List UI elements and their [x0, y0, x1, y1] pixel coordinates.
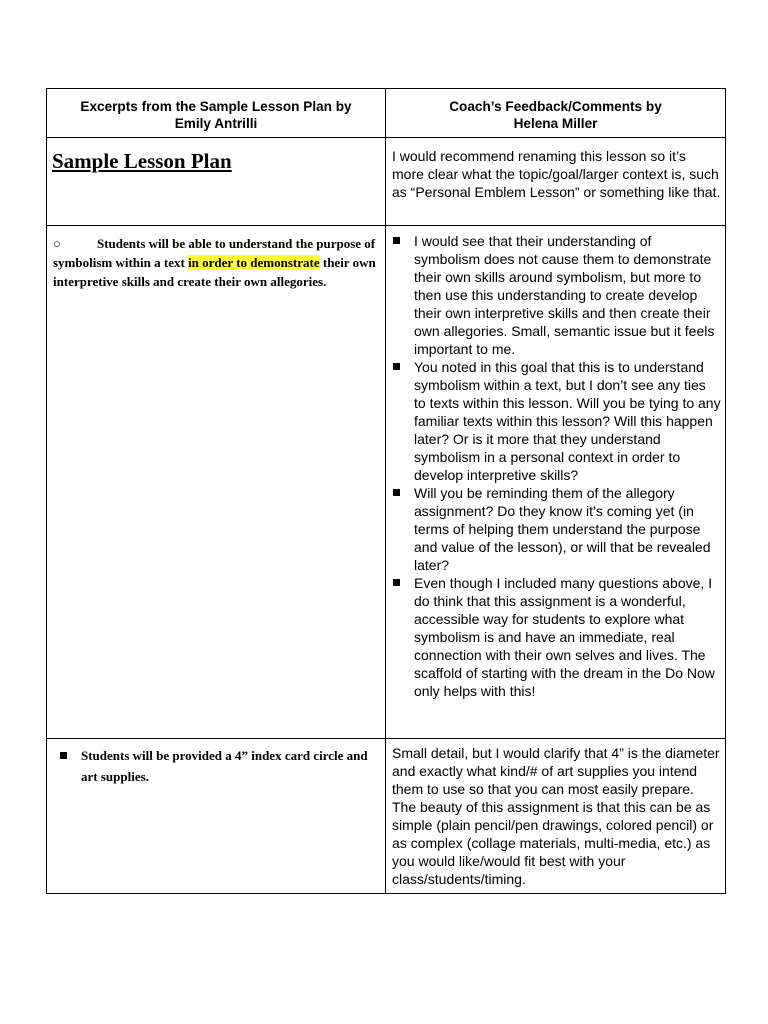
lesson-feedback-table — [46, 88, 726, 894]
title-row — [47, 138, 726, 226]
square-bullet-icon — [60, 752, 67, 759]
objective-feedback-cell — [386, 226, 726, 739]
supplies-feedback-cell — [386, 739, 726, 894]
left-header-line2: Emily Antrilli — [174, 116, 258, 131]
objective-cell — [47, 226, 386, 739]
objective-text — [47, 226, 385, 291]
list-item — [392, 574, 721, 700]
list-item — [392, 484, 721, 574]
supplies-feedback-text: Small detail, but I would clarify that 4” is the diameter and exactly what kind/# of art supplies you intend them to use so that you can most easily prepare. The beauty of this assignment is that this can be as simple (plain pencil/pen drawings, colored pencil) or as complex (collage materials, multi-media, etc.) as you would like/would fit best with your class/students/timing. — [392, 745, 720, 887]
feedback-item-text: You noted in this goal that this is to understand symbolism within a text, but I don’t see any ties to texts within this lesson. Will you be tying to any familiar texts within this lesson? Will this happen later? Or is it more that they understand symbolism in a personal context in order to develop interpretive skills? — [414, 359, 721, 483]
left-column-header — [47, 89, 386, 138]
square-bullet-icon — [393, 237, 400, 244]
objective-feedback-list — [386, 226, 725, 700]
square-bullet-icon — [393, 579, 400, 586]
objective-after: their own interpretive skills and create their own allegories. — [53, 255, 376, 289]
supplies-row — [47, 739, 726, 894]
title-feedback-cell — [386, 138, 726, 226]
right-header-line2: Helena Miller — [513, 116, 598, 131]
list-item — [392, 358, 721, 484]
circle-bullet-icon: ○ — [53, 236, 61, 251]
right-column-header — [386, 89, 726, 138]
lesson-title: Sample Lesson Plan — [52, 149, 232, 173]
square-bullet-icon — [393, 363, 400, 370]
supplies-text: Students will be provided a 4” index card circle and art supplies. — [81, 748, 368, 784]
list-item — [392, 232, 721, 358]
title-cell — [47, 138, 386, 226]
right-header-line1: Coach’s Feedback/Comments by — [449, 99, 662, 114]
square-bullet-icon — [393, 489, 400, 496]
objective-before: Students will be able to understand the purpose of symbolism within a text — [53, 236, 376, 270]
table-header-row — [47, 89, 726, 138]
feedback-item-text: Even though I included many questions above, I do think that this assignment is a wonderful, accessible way for students to explore what symbolism is and have an immediate, real connection with their own selves and lives. The scaffold of starting with the dream in the Do Now only helps with this! — [414, 575, 715, 699]
objective-row — [47, 226, 726, 739]
objective-highlight: in order to demonstrate — [188, 255, 320, 270]
supplies-cell — [47, 739, 386, 894]
left-header-line1: Excerpts from the Sample Lesson Plan by — [80, 99, 352, 114]
feedback-item-text: I would see that their understanding of symbolism does not cause them to demonstrate their own skills around symbolism, but more to then use this understanding to create develop their own interpretive skills and then create their own allegories. Small, semantic issue but it feels important to me. — [414, 233, 715, 357]
title-feedback-text: I would recommend renaming this lesson so it’s more clear what the topic/goal/larger context is, such as “Personal Emblem Lesson” or something like that. — [392, 148, 721, 200]
feedback-item-text: Will you be reminding them of the allegory assignment? Do they know it’s coming yet (in terms of helping them understand the purpose and value of the lesson), or will that be revealed later? — [414, 485, 711, 573]
